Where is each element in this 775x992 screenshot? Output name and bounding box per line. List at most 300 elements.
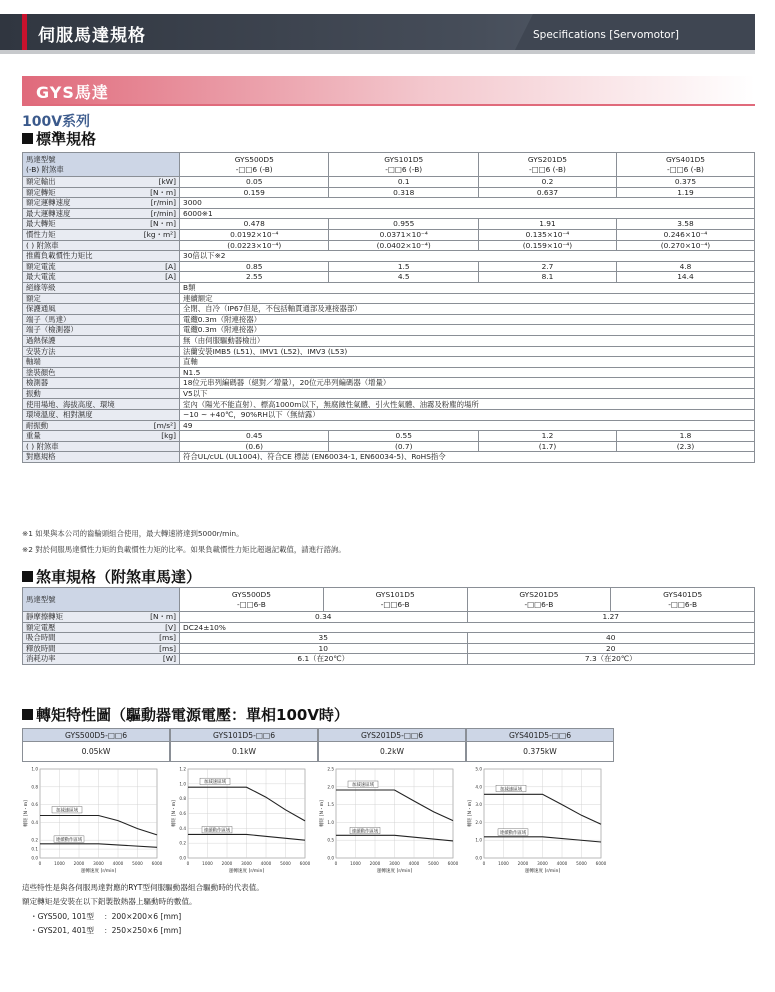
y-axis-label: 轉矩 [N・m] [172,800,177,827]
row-unit: [r/min] [150,198,176,208]
torque-chart-gys201 [318,763,468,883]
table-row [23,229,755,240]
table-row [23,420,755,431]
row-label: 安裝方法 [26,346,56,356]
row-value: 2.55 [180,272,329,283]
section-band [22,76,755,106]
row-label-cell [23,367,180,378]
row-label: 檢測器 [26,378,49,388]
table-row [23,388,755,399]
model-name: GYS500D5 [231,590,271,599]
row-value: (0.159×10⁻⁴) [478,240,616,251]
row-value: 符合UL/cUL (UL1004)、符合CE 標誌 (EN60034-1, EN60034-5)、RoHS指令 [180,452,755,463]
row-value: (0.0402×10⁻⁴) [329,240,478,251]
table-row [23,378,755,389]
x-tick-label: 0 [482,861,486,866]
row-unit: [kg・m²] [143,230,176,240]
row-label-cell [23,399,180,410]
model-name: GYS401D5 [663,590,703,599]
y-tick-label: 0.0 [327,855,334,861]
header-subtitle: Specifications [Servomotor] [533,29,680,41]
header-accent [22,14,27,50]
row-label: ( ) 附煞車 [26,240,59,250]
x-tick-label: 1000 [498,861,509,866]
model-suffix: -□□6 (-B) [235,164,273,174]
row-value: 1.2 [478,431,616,442]
chart-tab [170,728,318,762]
row-label: 絕緣等級 [26,282,56,292]
row-value: 0.637 [478,187,616,198]
row-unit: [r/min] [150,208,176,218]
y-tick-label: 2.0 [475,819,482,825]
y-tick-label: 1.0 [327,819,334,825]
row-value: 4.5 [329,272,478,283]
region-label: 連續動作區域 [55,837,83,843]
row-value: 30倍以下※2 [180,251,755,262]
row-value: 直軸 [180,357,755,368]
torque-footer-1: 這些特性是與各伺服馬達對應的RYT型伺服驅動器組合驅動時的代表值。 [22,883,264,892]
heading-square-icon [22,571,33,582]
model-suffix: -□□6-B [668,599,698,609]
chart-tab-power: 0.05kW [81,747,111,756]
table-row [23,654,755,665]
row-value: (0.7) [329,441,478,452]
y-tick-label: 0.1 [31,846,38,852]
y-axis-label: 轉矩 [N・m] [468,800,473,827]
row-value: 0.159 [180,187,329,198]
row-label-cell [23,420,180,431]
heatsink-small: GYS500, 101型 ：200×200×6 [mm] [37,912,182,921]
row-value: 14.4 [616,272,754,283]
y-tick-label: 3.0 [475,802,482,808]
row-value: 0.375 [616,177,754,188]
row-value: 0.55 [329,431,478,442]
table-row [23,208,755,219]
row-label: 端子（檢測器） [26,325,78,335]
row-value: 1.5 [329,261,478,272]
row-unit: [N・m] [150,187,176,197]
row-value: N1.5 [180,367,755,378]
table-row [23,261,755,272]
row-value: 49 [180,420,755,431]
table-row [23,399,755,410]
header-label-2: (-B) 附煞車 [26,164,64,174]
y-tick-label: 0.2 [31,837,38,843]
table-row [23,633,755,644]
row-value: B類 [180,282,755,293]
x-tick-label: 1000 [202,861,213,866]
x-tick-label: 1000 [54,861,65,866]
row-label-cell [23,357,180,368]
brake-spec-table [22,587,755,665]
row-label: 額定轉矩 [26,187,56,197]
standard-heading [22,128,96,149]
row-label-cell [23,325,180,336]
row-value: 0.0371×10⁻⁴ [329,229,478,240]
row-value: 0.0192×10⁻⁴ [180,229,329,240]
region-label: 加減速區域 [352,783,374,789]
header-label-1: 馬達型號 [26,155,56,164]
y-tick-label: 1.0 [475,837,482,843]
row-value: (0.6) [180,441,329,452]
row-label-cell [23,219,180,230]
row-value: 0.34 [180,612,468,623]
row-value: 1.8 [616,431,754,442]
table-row [23,251,755,262]
table-row [23,410,755,421]
row-label-cell [23,229,180,240]
y-tick-label: 2.0 [327,784,334,790]
model-cell [180,153,329,177]
y-tick-label: 1.5 [327,802,334,808]
row-label-cell [23,452,180,463]
row-label: 振動 [26,388,41,398]
model-cell [323,588,467,612]
row-label: 消耗功率 [26,654,56,664]
torque-chart-gys500 [22,763,172,883]
chart-tab-power: 0.2kW [380,747,404,756]
row-value: 電纜0.3m（附連接器） [180,325,755,336]
chart-tab-model: GYS201D5-□□6 [319,729,465,742]
y-tick-label: 0.4 [31,819,38,825]
row-label: 端子（馬達） [26,314,71,324]
region-label: 連續動作區域 [499,830,527,836]
region-label: 連續動作區域 [351,829,379,835]
row-value: 3.58 [616,219,754,230]
y-tick-label: 0.6 [31,802,38,808]
row-value: 0.1 [329,177,478,188]
row-unit: [N・m] [150,612,176,622]
row-label-cell [23,208,180,219]
row-label: 過熱保護 [26,335,56,345]
x-tick-label: 4000 [112,861,124,866]
row-label-cell [23,643,180,654]
x-tick-label: 3000 [93,861,104,866]
row-label: 慣性力矩 [26,230,56,240]
x-tick-label: 0 [186,861,190,866]
section-underline [22,104,755,106]
y-tick-label: 0.2 [179,840,186,846]
y-tick-label: 5.0 [475,766,482,772]
torque-footer-2: 額定轉矩是安裝在以下鋁製散熱器上驅動時的數值。 [22,897,197,906]
row-label: 靜摩擦轉矩 [26,612,63,622]
model-name: GYS101D5 [384,155,424,164]
model-suffix: -□□6-B [524,599,554,609]
model-name: GYS101D5 [375,590,415,599]
header-shadow [0,50,755,54]
row-label: 吸合時間 [26,633,56,643]
table-row [23,452,755,463]
x-tick-label: 5000 [280,861,291,866]
chart-tab [22,728,170,762]
row-unit: [A] [165,272,176,282]
x-tick-label: 4000 [260,861,272,866]
y-tick-label: 0.8 [179,796,186,802]
heading-square-icon [22,133,33,144]
row-label-cell [23,622,180,633]
row-unit: [kg] [161,431,176,441]
row-value: 6000※1 [180,208,755,219]
x-tick-label: 5000 [576,861,587,866]
footnote-2: ※2 對於伺服馬達慣性力矩的負載慣性力矩的比率。如果負載慣性力矩比超過記載值，請進行諮詢。 [22,545,346,554]
table-row [23,240,755,251]
x-tick-label: 2000 [73,861,85,866]
row-value: 8.1 [478,272,616,283]
chart-tab [466,728,614,762]
row-value: 2.7 [478,261,616,272]
row-label-cell [23,410,180,421]
header-label: 馬達型號 [26,594,56,604]
row-label-cell [23,304,180,315]
row-value: (2.3) [616,441,754,452]
row-unit: [ms] [159,633,176,643]
x-tick-label: 1000 [350,861,361,866]
row-value: 20 [467,643,755,654]
x-tick-label: 6000 [447,861,459,866]
row-unit: [V] [165,622,176,632]
row-label: 保護通風 [26,304,56,314]
table-row [23,272,755,283]
row-value: 7.3（在20℃） [467,654,755,665]
row-label: 重量 [26,431,41,441]
row-label-cell [23,388,180,399]
x-tick-label: 3000 [241,861,252,866]
heading-square-icon [22,709,33,720]
chart-tab [318,728,466,762]
row-label: 額定 [26,293,41,303]
row-value: 法蘭安裝IMB5 (L51)、IMV1 (L52)、IMV3 (L53) [180,346,755,357]
row-label-cell [23,612,180,623]
y-tick-label: 1.0 [179,781,186,787]
footnote-1: ※1 如果與本公司的齒輪頭組合使用，最大轉速將達到5000r/min。 [22,529,244,538]
row-value: (0.270×10⁻⁴) [616,240,754,251]
table-row [23,612,755,623]
model-suffix: -□□6-B [380,599,410,609]
row-value: −10 ~ +40℃，90%RH以下（無結露） [180,410,755,421]
row-value: (0.0223×10⁻⁴) [180,240,329,251]
row-value: 1.27 [467,612,755,623]
table-row [23,177,755,188]
row-label: 推薦負載慣性力矩比 [26,251,93,261]
table-row [23,335,755,346]
row-label-cell [23,314,180,325]
x-tick-label: 3000 [537,861,548,866]
chart-tab-power: 0.1kW [232,747,256,756]
row-label-cell [23,198,180,209]
table-row [23,367,755,378]
table-row [23,431,755,442]
x-axis-label: 運轉速度 [r/min] [376,869,413,874]
chart-tab-model: GYS101D5-□□6 [171,729,317,742]
y-tick-label: 0.0 [179,855,186,861]
y-tick-label: 1.0 [31,766,38,772]
row-label: 額定輸出 [26,177,56,187]
x-tick-label: 6000 [151,861,163,866]
table-row [23,304,755,315]
model-name: GYS500D5 [234,155,274,164]
row-label-cell [23,251,180,262]
row-unit: [m/s²] [153,420,176,430]
model-name: GYS201D5 [527,155,567,164]
row-value: 18位元串列編碼器（絕對／增量），20位元串列編碼器（增量） [180,378,755,389]
region-label: 加減速區域 [500,787,522,793]
row-label-cell [23,282,180,293]
row-label: 額定電壓 [26,622,56,632]
torque-footer-3: ・GYS500, 101型 ：200×200×6 [mm] [30,912,182,921]
model-suffix: -□□6 (-B) [385,164,423,174]
row-label-cell [23,272,180,283]
torque-heading-text: 轉矩特性圖（驅動器電源電壓：單相100V時） [36,706,349,724]
row-label: 軸端 [26,357,41,367]
row-label-cell [23,240,180,251]
region-label: 連續動作區域 [203,828,231,834]
row-value: 連續額定 [180,293,755,304]
table-header-row [23,153,755,177]
y-tick-label: 0.0 [475,855,482,861]
x-axis-label: 運轉速度 [r/min] [228,869,265,874]
row-value: 無（由伺服驅動器檢出） [180,335,755,346]
torque-heading [22,704,349,725]
row-value: 1.91 [478,219,616,230]
row-label: 最大運轉速度 [26,208,71,218]
row-label: 塗裝顏色 [26,367,56,377]
row-label-cell [23,293,180,304]
row-label-cell [23,654,180,665]
row-unit: [ms] [159,643,176,653]
region-label: 加減速區域 [204,780,226,786]
row-label-cell [23,346,180,357]
model-name: GYS401D5 [665,155,706,164]
row-label-cell [23,431,180,442]
row-value: 0.318 [329,187,478,198]
header-title: 伺服馬達規格 [38,26,146,46]
table-row [23,643,755,654]
row-value: (1.7) [478,441,616,452]
row-unit: [A] [165,261,176,271]
row-label: 使用場地、海拔高度、環境 [26,399,115,409]
row-value: 0.2 [478,177,616,188]
row-label: 對應規格 [26,452,56,462]
table-row [23,622,755,633]
table-row [23,293,755,304]
row-value: 0.45 [180,431,329,442]
model-cell [329,153,478,177]
standard-heading-text: 標準規格 [36,130,97,148]
torque-chart-gys101 [170,763,320,883]
row-label-cell [23,335,180,346]
table-row [23,325,755,336]
torque-chart-gys401 [466,763,616,883]
row-value: 0.85 [180,261,329,272]
row-label-cell [23,633,180,644]
row-value: V5以下 [180,388,755,399]
model-suffix: -□□6-B [236,599,266,609]
row-value: 0.955 [329,219,478,230]
model-cell [478,153,616,177]
y-tick-label: 0.6 [179,811,186,816]
x-tick-label: 2000 [369,861,381,866]
row-value: 0.246×10⁻⁴ [616,229,754,240]
torque-footer-4: ・GYS201, 401型 ：250×250×6 [mm] [30,926,182,935]
table-row [23,314,755,325]
x-tick-label: 4000 [556,861,568,866]
y-axis-label: 轉矩 [N・m] [24,800,29,827]
row-value: 10 [180,643,468,654]
row-label: 環境溫度、相對濕度 [26,410,93,420]
model-cell [611,588,755,612]
row-label-cell [23,177,180,188]
row-label-cell [23,378,180,389]
row-label-cell [23,187,180,198]
row-unit: [kW] [158,177,176,187]
brake-heading [22,566,201,587]
x-axis-label: 運轉速度 [r/min] [80,869,117,874]
model-cell [180,588,324,612]
x-tick-label: 0 [38,861,42,866]
table-row [23,198,755,209]
standard-spec-table [22,152,755,463]
y-tick-label: 0.4 [179,825,186,831]
model-suffix: -□□6 (-B) [667,164,704,174]
table-row [23,219,755,230]
row-value: 0.05 [180,177,329,188]
y-tick-label: 0.0 [31,855,38,861]
row-label: 最大電流 [26,272,56,282]
row-label: 釋放時間 [26,643,56,653]
row-value: 35 [180,633,468,644]
y-tick-label: 0.5 [327,837,334,843]
region-label: 加減速區域 [56,808,78,814]
x-axis-label: 運轉速度 [r/min] [524,869,561,874]
chart-tab-model: GYS500D5-□□6 [23,729,169,742]
row-value: 40 [467,633,755,644]
y-axis-label: 轉矩 [N・m] [320,800,325,827]
x-tick-label: 5000 [428,861,439,866]
model-cell [467,588,611,612]
y-tick-label: 1.2 [179,766,186,772]
table-row [23,346,755,357]
row-unit: [N・m] [150,219,176,229]
row-value: 0.135×10⁻⁴ [478,229,616,240]
y-tick-label: 4.0 [475,784,482,790]
header-label-cell [23,588,180,612]
x-tick-label: 5000 [132,861,143,866]
table-row [23,282,755,293]
x-tick-label: 4000 [408,861,420,866]
section-title: GYS馬達 [36,83,109,102]
row-label: 額定運轉速度 [26,198,71,208]
chart-tab-model: GYS401D5-□□6 [467,729,613,742]
row-label-cell [23,441,180,452]
model-name: GYS201D5 [519,590,559,599]
heatsink-large: GYS201, 401型 ：250×250×6 [mm] [37,926,182,935]
y-tick-label: 0.8 [31,784,38,790]
brake-heading-text: 煞車規格（附煞車馬達） [36,568,202,586]
row-value: 1.19 [616,187,754,198]
table-row [23,441,755,452]
series-title: 100V系列 [22,114,91,130]
row-value: 3000 [180,198,755,209]
x-tick-label: 3000 [389,861,400,866]
row-value: 全閉、自冷（IP67但是，不包括軸貫通部及連接器部） [180,304,755,315]
x-tick-label: 6000 [595,861,607,866]
x-tick-label: 2000 [221,861,233,866]
x-tick-label: 6000 [299,861,311,866]
chart-tab-power: 0.375kW [523,747,557,756]
x-tick-label: 0 [334,861,338,866]
row-value: 4.8 [616,261,754,272]
x-tick-label: 2000 [517,861,529,866]
